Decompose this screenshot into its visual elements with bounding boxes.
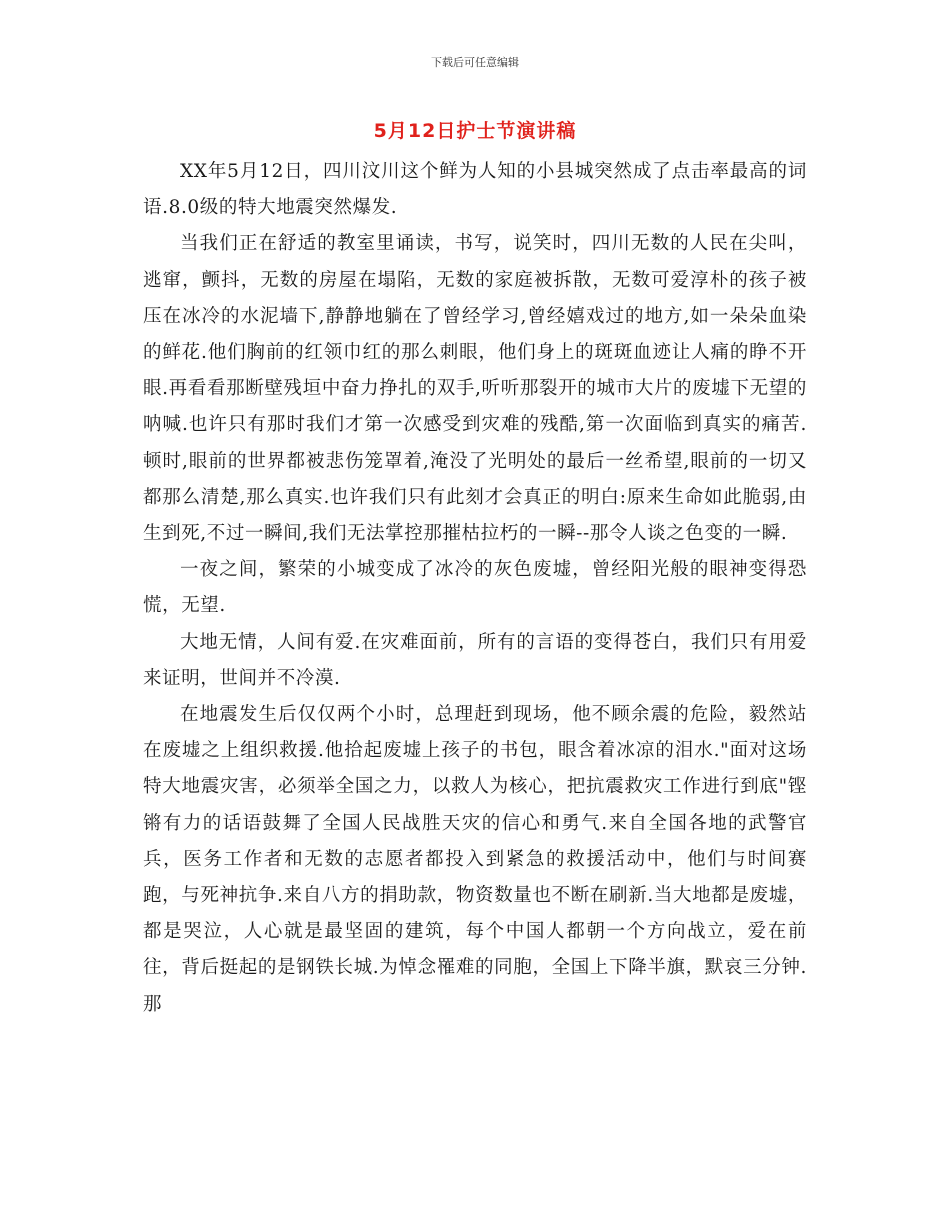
paragraph-3: 一夜之间，繁荣的小城变成了冰冷的灰色废墟，曾经阳光般的眼神变得恐慌，无望. [143,559,807,617]
document-title: 5月12日护士节演讲稿 [373,120,577,142]
paragraph-2: 当我们正在舒适的教室里诵读，书写，说笑时，四川无数的人民在尖叫，逃窜，颤抖，无数的房屋在塌陷，无数的家庭被拆散，无数可爱淳朴的孩子被压在冰冷的水泥墙下,静静地躺在了曾经学习,曾经嬉戏过的地方,如一朵朵血染的鲜花.他们胸前的红领巾红的那么刺眼，他们身上的斑斑血迹让人痛的睁不开眼.再看看那断壁残垣中奋力挣扎的双手,听听那裂开的城市大片的废墟下无望的呐喊.也许只有那时我们才第一次感受到灾难的残酷,第一次面临到真实的痛苦.顿时,眼前的世界都被悲伤笼罩着,淹没了光明处的最后一丝希望,眼前的一切又都那么清楚,那么真实.也许我们只有此刻才会真正的明白:原来生命如此脆弱,由生到死,不过一瞬间,我们无法掌控那摧枯拉朽的一瞬--那令人谈之色变的一瞬. [143,233,807,545]
page-header: 下载后可任意编辑 [431,56,519,69]
paragraph-1: XX年5月12日，四川汶川这个鲜为人知的小县城突然成了点击率最高的词语.8.0级的特大地震突然爆发. [143,161,807,219]
paragraph-4: 大地无情，人间有爱.在灾难面前，所有的言语的变得苍白，我们只有用爱来证明，世间并不冷漠. [143,631,807,689]
document-body [143,154,807,1023]
paragraph-5: 在地震发生后仅仅两个小时，总理赶到现场，他不顾余震的危险，毅然站在废墟之上组织救援.他拾起废墟上孩子的书包，眼含着冰凉的泪水."面对这场特大地震灾害，必须举全国之力，以救人为核心，把抗震救灾工作进行到底"铿锵有力的话语鼓舞了全国人民战胜天灾的信心和勇气.来自全国各地的武警官兵，医务工作者和无数的志愿者都投入到紧急的救援活动中，他们与时间赛跑，与死神抗争.来自八方的捐助款，物资数量也不断在刷新.当大地都是废墟，都是哭泣，人心就是最坚固的建筑，每个中国人都朝一个方向战立，爱在前往，背后挺起的是钢铁长城.为悼念罹难的同胞，全国上下降半旗，默哀三分钟.那 [143,704,807,1015]
